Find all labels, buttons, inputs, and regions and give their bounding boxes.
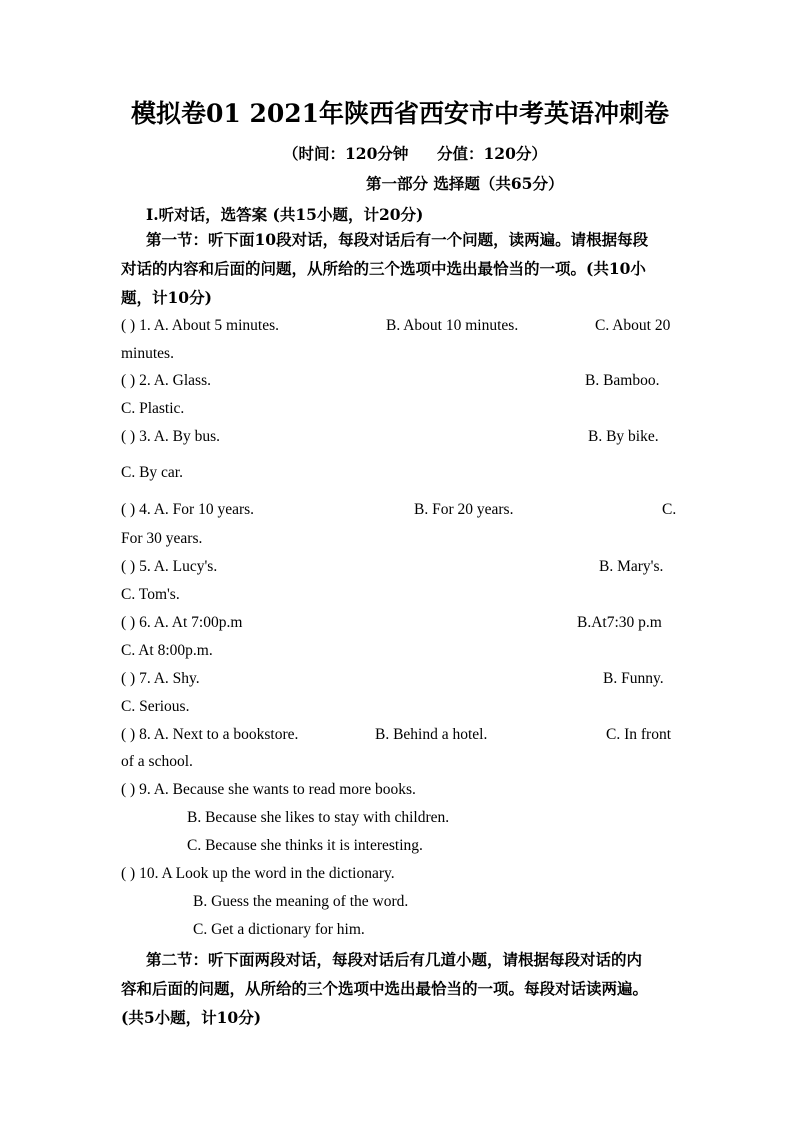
exam-score: 分值：120分） bbox=[437, 144, 547, 163]
instruction-line: 第一节：听下面10段对话，每段对话后有一个问题，读两遍。请根据每段 bbox=[146, 230, 649, 249]
exam-title: 模拟卷01 2021年陕西省西安市中考英语冲刺卷 bbox=[130, 99, 670, 128]
exam-time: （时间：120分钟 bbox=[283, 144, 409, 163]
question-1-option-c: C. About 20 bbox=[595, 317, 671, 334]
question-2-option-c: C. Plastic. bbox=[121, 400, 185, 417]
section1-part2-instructions bbox=[121, 945, 681, 1032]
question-9: ( ) 9. A. Because she wants to read more books. bbox=[121, 781, 416, 798]
question-5-option-c: C. Tom's. bbox=[121, 586, 180, 603]
question-4: ( ) 4. A. For 10 years. bbox=[121, 501, 255, 518]
question-6: ( ) 6. A. At 7:00p.m bbox=[121, 614, 243, 631]
question-5: ( ) 5. A. Lucy's. bbox=[121, 558, 218, 575]
instruction-line: 对话的内容和后面的问题，从所给的三个选项中选出最恰当的一项。(共10小 bbox=[121, 259, 646, 278]
section1-heading: I.听对话，选答案 (共15小题，计20分) bbox=[146, 205, 424, 224]
part1-heading: 第一部分 选择题（共65分） bbox=[366, 174, 564, 193]
instruction-line: 题，计10分) bbox=[121, 288, 212, 307]
question-8-option-b: B. Behind a hotel. bbox=[375, 726, 488, 743]
question-3-option-b: B. By bike. bbox=[588, 428, 659, 445]
question-8-option-c: C. In front bbox=[606, 726, 672, 743]
question-3-option-c: C. By car. bbox=[121, 464, 183, 481]
question-8-option-c-cont: of a school. bbox=[121, 753, 193, 770]
question-7-option-c: C. Serious. bbox=[121, 698, 190, 715]
question-7-option-b: B. Funny. bbox=[603, 670, 664, 687]
instruction-line: (共5小题，计10分) bbox=[121, 1008, 262, 1027]
question-5-option-b: B. Mary's. bbox=[599, 558, 664, 575]
question-9-option-b: B. Because she likes to stay with children. bbox=[187, 809, 450, 826]
question-2-option-b: B. Bamboo. bbox=[585, 372, 660, 389]
section1-part1-instructions bbox=[121, 225, 681, 312]
question-1: ( ) 1. A. About 5 minutes. bbox=[121, 317, 280, 334]
question-1-option-c-cont: minutes. bbox=[121, 345, 174, 362]
instruction-line: 容和后面的问题，从所给的三个选项中选出最恰当的一项。每段对话读两遍。 bbox=[121, 979, 649, 998]
question-10: ( ) 10. A Look up the word in the dictionary. bbox=[121, 865, 395, 882]
question-6-option-c: C. At 8:00p.m. bbox=[121, 642, 213, 659]
question-4-option-c-cont: For 30 years. bbox=[121, 530, 203, 547]
question-7: ( ) 7. A. Shy. bbox=[121, 670, 200, 687]
question-4-option-c: C. bbox=[662, 501, 677, 518]
question-4-option-b: B. For 20 years. bbox=[414, 501, 514, 518]
question-1-option-b: B. About 10 minutes. bbox=[386, 317, 519, 334]
instruction-line: 第二节：听下面两段对话，每段对话后有几道小题，请根据每段对话的内 bbox=[146, 950, 643, 969]
question-10-option-b: B. Guess the meaning of the word. bbox=[193, 893, 409, 910]
question-10-option-c: C. Get a dictionary for him. bbox=[193, 921, 365, 938]
question-3: ( ) 3. A. By bus. bbox=[121, 428, 221, 445]
question-6-option-b: B.At7:30 p.m bbox=[577, 614, 662, 631]
question-2: ( ) 2. A. Glass. bbox=[121, 372, 211, 389]
question-9-option-c: C. Because she thinks it is interesting. bbox=[187, 837, 423, 854]
question-8: ( ) 8. A. Next to a bookstore. bbox=[121, 726, 299, 743]
